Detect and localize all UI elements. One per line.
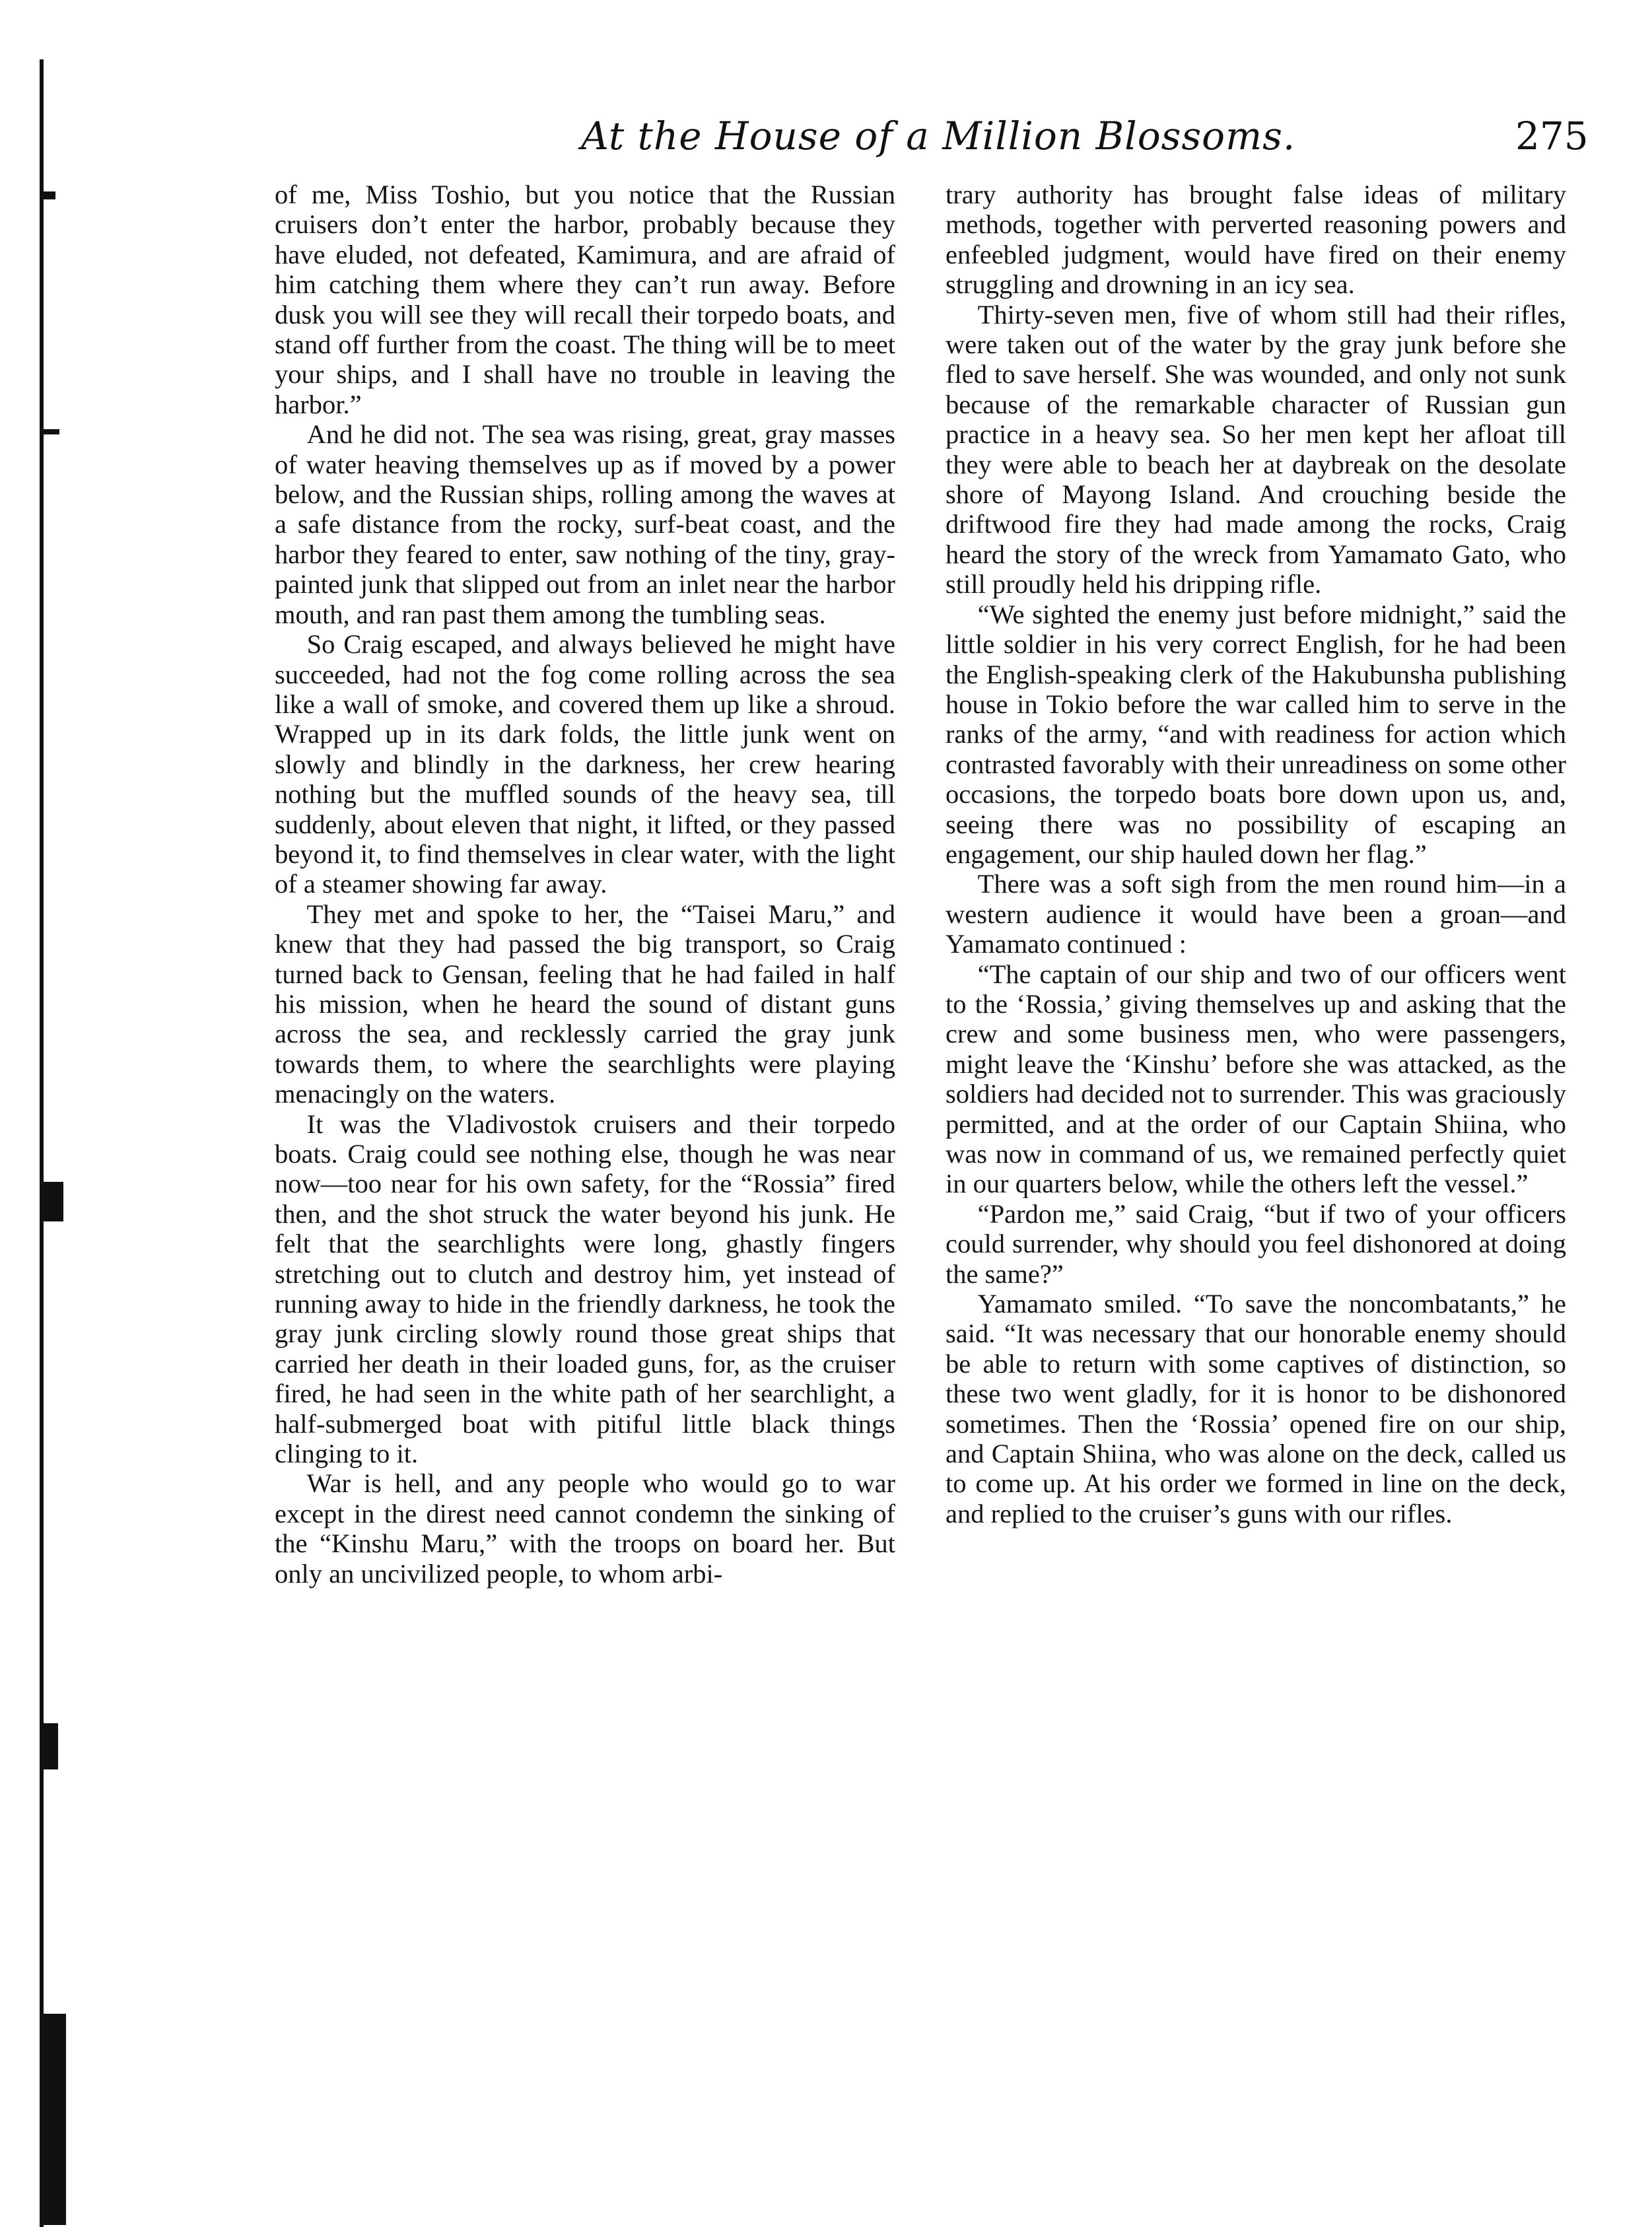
text-column-right	[946, 180, 1566, 1528]
paragraph: of me, Miss Toshio, but you notice that the Russian cruisers don’t enter the harbor, probably because they have eluded, not defeated, Kamimura, and are afraid of him catching them where they can’t run away. Before dusk you will see they will recall their torpedo boats, and stand off further from the coast. The thing will be to meet your ships, and I shall have no trouble in leaving the harbor.”	[275, 180, 895, 419]
paragraph: And he did not. The sea was rising, great, gray masses of water heaving themselves up as if moved by a power below, and the Russian ships, rolling among the waves at a safe distance from the rocky, surf-beat coast, and the harbor they feared to enter, saw nothing of the tiny, gray-painted junk that slipped out from an inlet near the harbor mouth, and ran past them among the tumbling seas.	[275, 419, 895, 629]
paragraph: There was a soft sigh from the men round him—in a western audience it would have been a groan—and Yamamato continued :	[946, 869, 1566, 959]
running-head-title: At the House of a Million Blossoms.	[581, 114, 1296, 158]
paragraph: “The captain of our ship and two of our officers went to the ‘Rossia,’ giving themselves up and asking that the crew and some business men, who were passengers, might leave the ‘Kinshu’ before she was attacked, as the soldiers had decided not to surrender. This was graciously permitted, and at the order of our Captain Shiina, who was now in command of us, we remained perfectly quiet in our quarters below, while the others left the vessel.”	[946, 959, 1566, 1199]
page-number: 275	[1515, 114, 1589, 158]
paragraph: They met and spoke to her, the “Taisei Maru,” and knew that they had passed the big transport, so Craig turned back to Gensan, feeling that he had failed in half his mission, when he heard the sound of distant guns across the sea, and recklessly carried the gray junk towards them, to where the searchlights were playing menacingly on the waters.	[275, 899, 895, 1109]
paragraph: trary authority has brought false ideas of military methods, together with perverted reasoning powers and enfeebled judgment, would have fired on their enemy struggling and drowning in an icy sea.	[946, 180, 1566, 300]
paragraph: It was the Vladivostok cruisers and their torpedo boats. Craig could see nothing else, though he was near now—too near for his own safety, for the “Rossia” fired then, and the shot struck the water beyond his junk. He felt that the searchlights were long, ghastly fingers stretching out to clutch and destroy him, yet instead of running away to hide in the friendly darkness, he took the gray junk circling slowly round those great ships that carried her death in their loaded guns, for, as the cruiser fired, he had seen in the white path of her searchlight, a half-submerged boat with pitiful little black things clinging to it.	[275, 1109, 895, 1469]
paragraph: “We sighted the enemy just before midnight,” said the little soldier in his very correct English, for he had been the English-speaking clerk of the Hakubunsha publishing house in Tokio before the war called him to serve in the ranks of the army, “and with readiness for action which contrasted favorably with their unreadiness on some other occasions, the torpedo boats bore down upon us, and, seeing there was no possibility of escaping an engagement, our ship hauled down her flag.”	[946, 599, 1566, 869]
paragraph: War is hell, and any people who would go to war except in the direst need cannot condemn the sinking of the “Kinshu Maru,” with the troops on board her. But only an uncivilized people, to whom arbi-	[275, 1468, 895, 1589]
paragraph: So Craig escaped, and always believed he might have succeeded, had not the fog come rolling across the sea like a wall of smoke, and covered them up like a shroud. Wrapped up in its dark folds, the little junk went on slowly and blindly in the darkness, her crew hearing nothing but the muffled sounds of the heavy sea, till suddenly, about eleven that night, it lifted, or they passed beyond it, to find themselves in clear water, with the light of a steamer showing far away.	[275, 629, 895, 899]
paragraph: Yamamato smiled. “To save the noncombatants,” he said. “It was necessary that our honorable enemy should be able to return with some captives of distinction, so these two went gladly, for it is honor to be dishonored sometimes. Then the ‘Rossia’ opened fire on our ship, and Captain Shiina, who was alone on the deck, called us to come up. At his order we formed in line on the deck, and replied to the cruiser’s guns with our rifles.	[946, 1289, 1566, 1528]
text-column-left	[275, 180, 895, 1589]
paragraph: Thirty-seven men, five of whom still had their rifles, were taken out of the water by the gray junk before she fled to save herself. She was wounded, and only not sunk because of the remarkable character of Russian gun practice in a heavy sea. So her men kept her afloat till they were able to beach her at daybreak on the desolate shore of Mayong Island. And crouching beside the driftwood fire they had made among the rocks, Craig heard the story of the wreck from Yamamato Gato, who still proudly held his dripping rifle.	[946, 299, 1566, 600]
binding-edge-scan-artifact	[40, 59, 96, 2227]
paragraph: “Pardon me,” said Craig, “but if two of your officers could surrender, why should you feel dishonored at doing the same?”	[946, 1198, 1566, 1289]
